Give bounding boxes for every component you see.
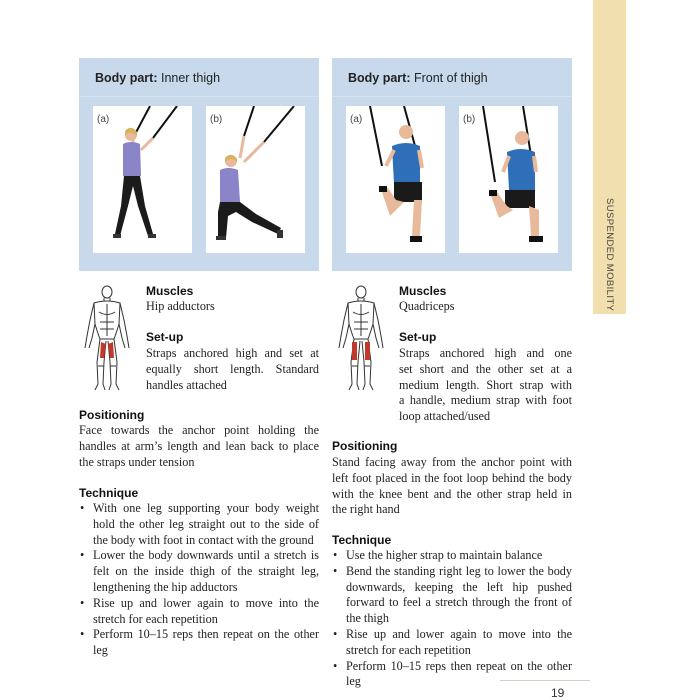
list-item: • Lower the body downwards until a stretch is felt on the inside thigh of the straight leg, lengthening the hip adductors (79, 548, 319, 595)
positioning-text: Face towards the anchor point holding the handles at arm’s length and lean back to place the straps under tension (79, 423, 319, 469)
chapter-side-tab-label (598, 200, 621, 310)
list-item: • With one leg supporting your body weight hold the other leg straight out to the side of the body with foot in contact with the ground (79, 501, 319, 548)
technique-list (79, 501, 319, 659)
exercise-panel-inner-thigh (79, 58, 319, 271)
list-item: • Perform 10–15 reps then repeat on the other leg (332, 659, 572, 691)
body-part-value: Inner thigh (157, 71, 221, 85)
technique-heading: Technique (332, 533, 392, 547)
list-item: • Rise up and lower again to move into the stretch for each repetition (332, 627, 572, 659)
chapter-title: SUSPENDED MOBILITY (604, 198, 615, 312)
body-part-label: Body part: (95, 71, 158, 85)
exercise-photo-b (206, 106, 305, 253)
positioning-heading: Positioning (79, 408, 145, 422)
exercise-panel-front-of-thigh (332, 58, 572, 271)
technique-heading: Technique (79, 486, 139, 500)
list-item: • Use the higher strap to maintain balance (332, 548, 572, 564)
muscles-text: Hip adductors (146, 299, 215, 313)
exercise-photo-b (459, 106, 558, 253)
exercise-photo-a (346, 106, 445, 253)
muscles-heading: Muscles (399, 284, 447, 298)
muscles-heading: Muscles (146, 284, 194, 298)
list-item: • Perform 10–15 reps then repeat on the other leg (79, 627, 319, 659)
panel-header (348, 71, 488, 85)
panel-divider (79, 96, 319, 97)
body-part-label: Body part: (348, 71, 411, 85)
muscle-diagram (336, 284, 386, 392)
body-part-value: Front of thigh (410, 71, 488, 85)
footer-rule (500, 680, 590, 681)
muscle-diagram (82, 284, 132, 392)
photo-label: (b) (463, 114, 476, 125)
setup-heading: Set-up (146, 330, 184, 344)
muscles-text: Quadriceps (399, 299, 455, 313)
setup-text: Straps anchored high and one set short and the other set at a medium length. Short strap with a handle, medium strap with foot loop attached/used (399, 346, 572, 424)
list-item: • Bend the standing right leg to lower the body downwards, keeping the left hip pushed forward to feel a stretch through the front of the thigh (332, 564, 572, 627)
list-item: • Rise up and lower again to move into the stretch for each repetition (79, 596, 319, 628)
photo-label: (b) (210, 114, 223, 125)
panel-header (95, 71, 220, 85)
technique-list (332, 548, 572, 690)
photo-label: (a) (350, 114, 363, 125)
positioning-text: Stand facing away from the anchor point with left foot placed in the foot loop behind the body with the knee bent and the other strap held in the right hand (332, 455, 572, 517)
panel-divider (332, 96, 572, 97)
exercise-photo-a (93, 106, 192, 253)
page-number: 19 (551, 686, 565, 700)
setup-text: Straps anchored high and set at equally short length. Standard handles attached (146, 346, 319, 392)
setup-heading: Set-up (399, 330, 437, 344)
positioning-heading: Positioning (332, 439, 398, 453)
photo-label: (a) (97, 114, 110, 125)
